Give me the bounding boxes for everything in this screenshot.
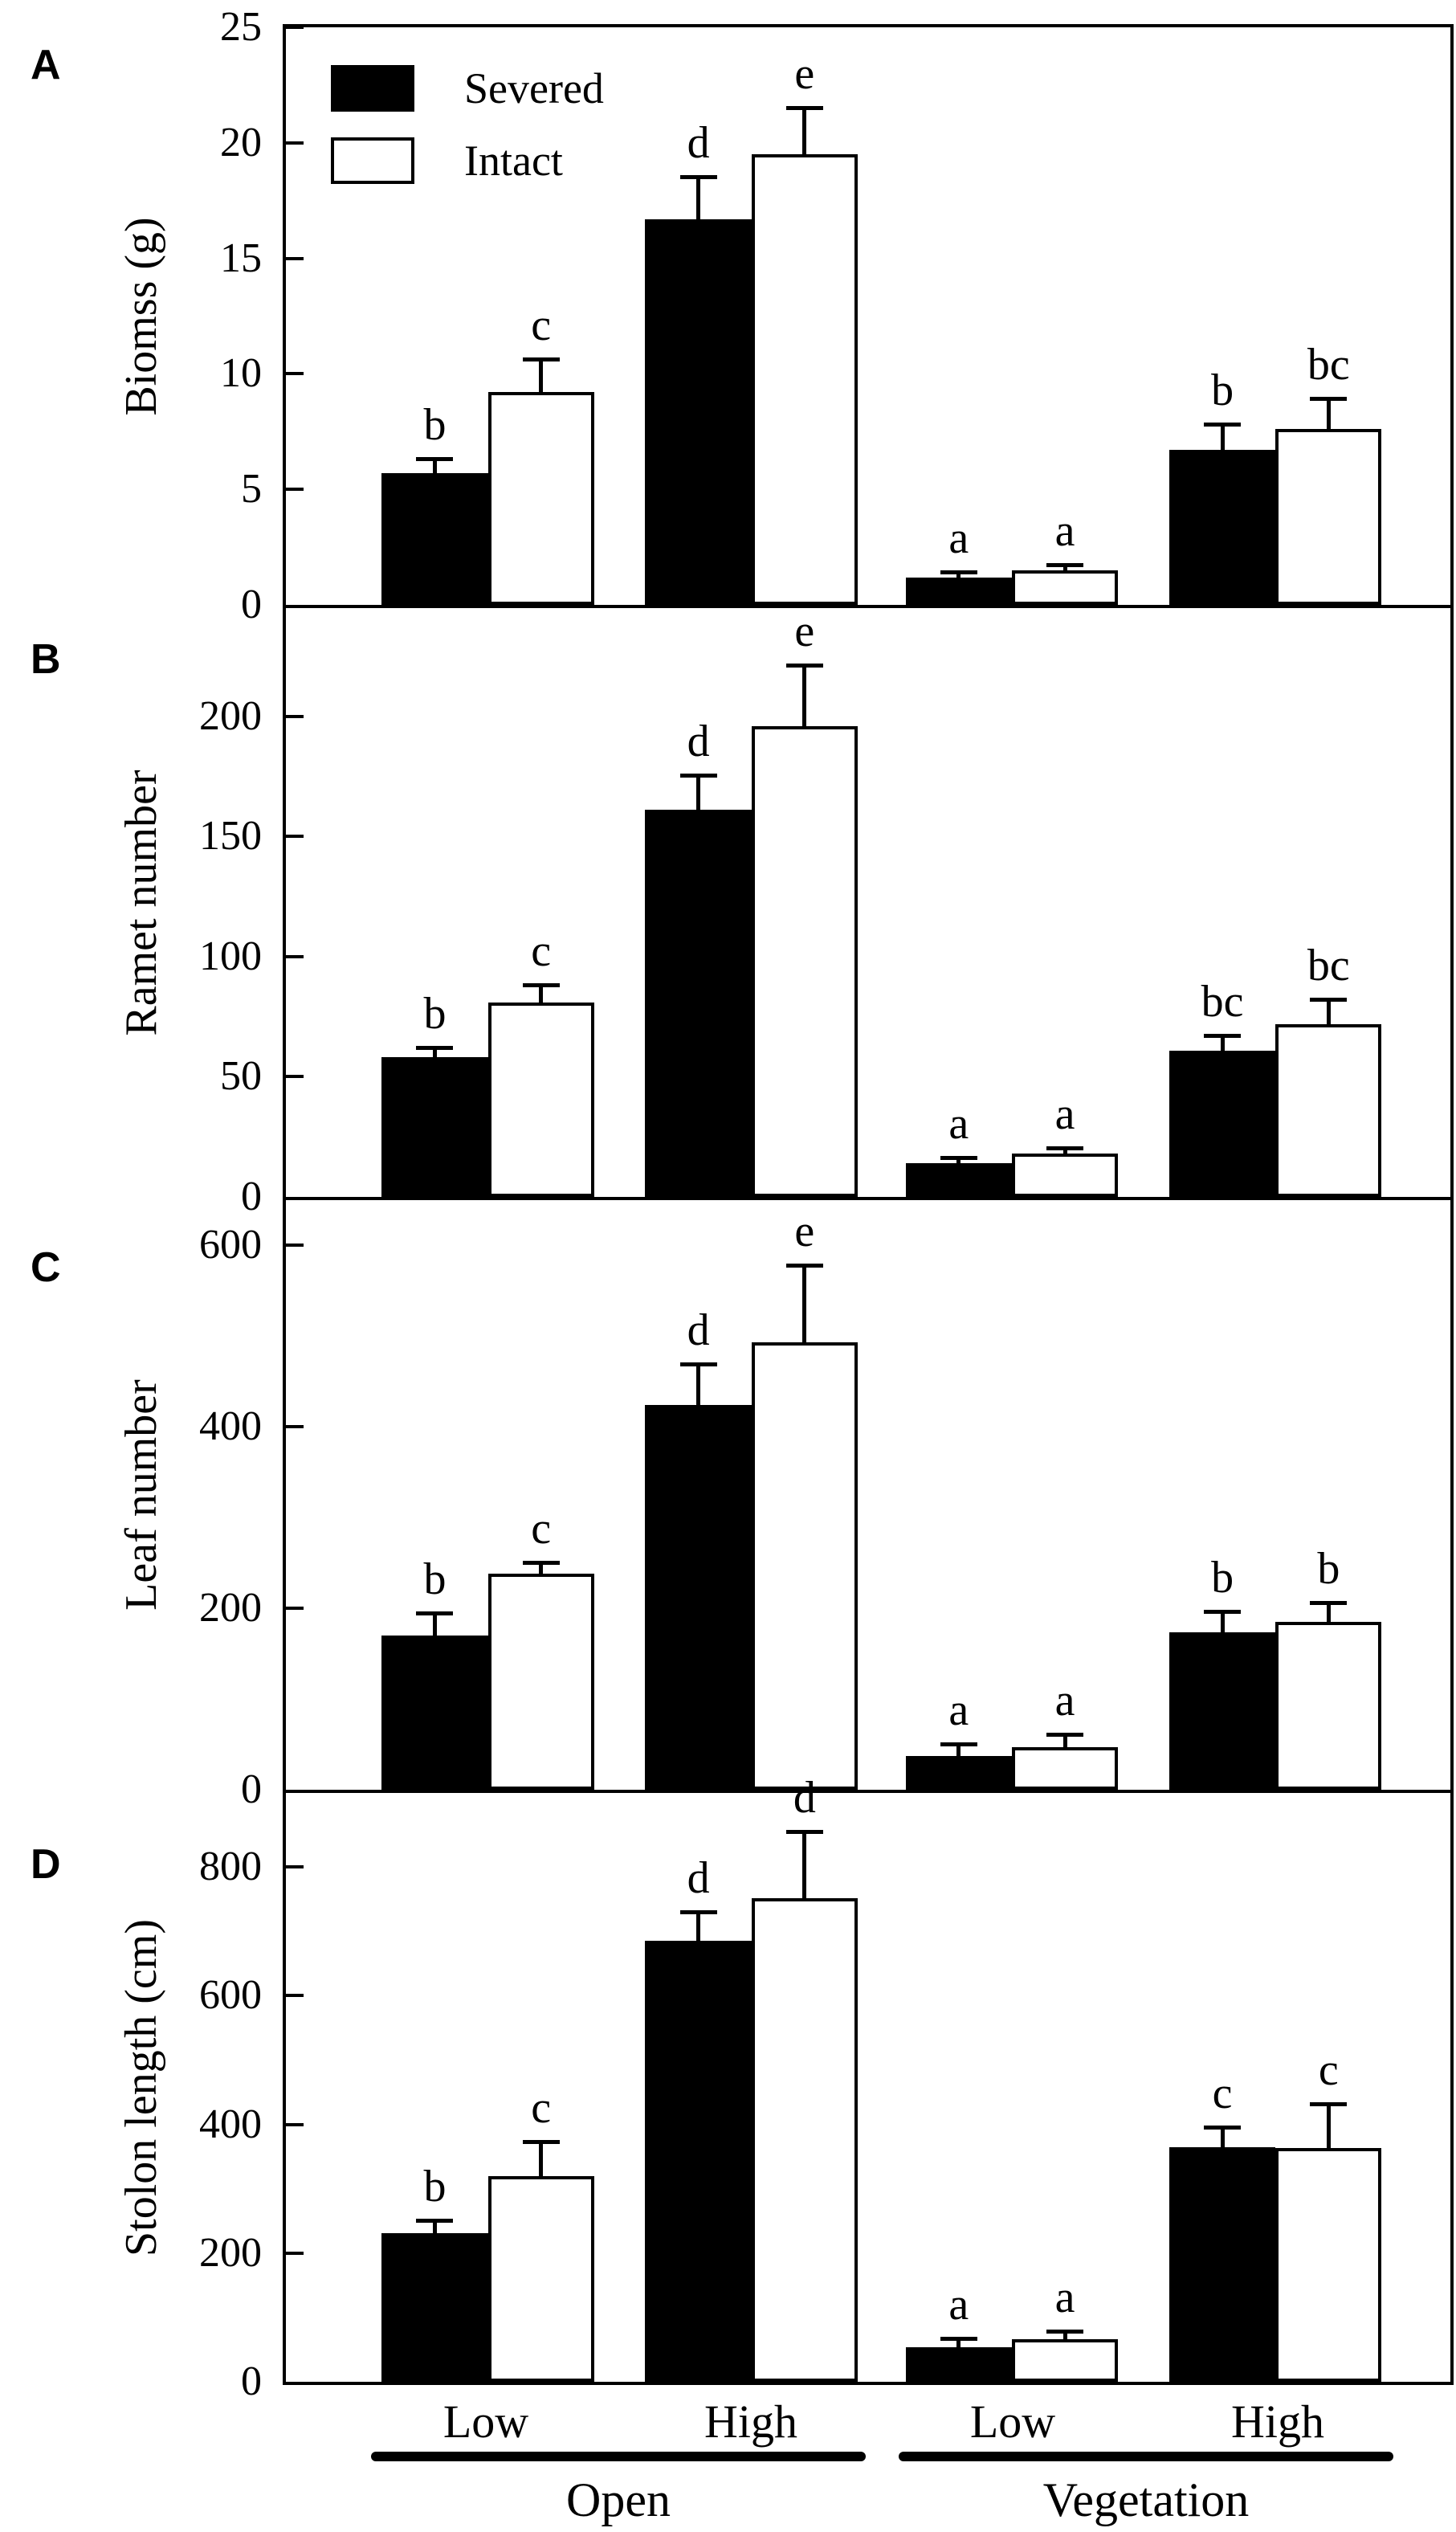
significance-letter: b [423,1554,447,1604]
y-tick-label: 800 [199,1844,262,1890]
significance-letter: bc [1307,340,1350,390]
bar-severed-vegetation-low [906,1756,1012,1790]
bar-intact-vegetation-high [1275,1024,1381,1197]
error-bar-cap [1046,563,1083,567]
bar-severed-vegetation-low [906,1163,1012,1197]
error-bar-stem [539,2140,543,2176]
bar-severed-vegetation-low [906,578,1012,606]
error-bar-cap [523,1561,560,1565]
bar-severed-vegetation-high [1169,1632,1275,1790]
significance-letter: a [1054,1675,1075,1725]
legend-swatch-intact [331,137,414,184]
y-tick-label: 0 [241,582,262,627]
bar-intact-vegetation-high [1275,1622,1381,1790]
error-bar-cap [1310,397,1347,401]
x-tick-label-vegetation-low: Low [969,2395,1056,2448]
legend-label-intact: Intact [464,137,563,185]
significance-letter: b [423,988,447,1039]
error-bar-cap [786,1264,823,1268]
significance-letter: a [948,1099,969,1150]
significance-letter: a [1054,2273,1075,2323]
y-tick-label: 200 [199,692,262,739]
significance-letter: e [794,48,815,99]
error-bar-stem [1221,423,1225,451]
error-bar-stem [696,1910,700,1941]
error-bar-cap [786,664,823,668]
bar-severed-open-high [645,1405,751,1790]
error-bar-cap [1310,1601,1347,1605]
error-bar-cap [523,983,560,987]
error-bar-cap [416,1611,453,1615]
error-bar-stem [696,1362,700,1405]
error-bar-cap [416,457,453,461]
y-tick [286,835,304,838]
group-label-open: Open [566,2473,671,2526]
error-bar-cap [786,106,823,110]
significance-letter: a [948,2279,969,2330]
error-bar-cap [416,2219,453,2223]
error-bar-cap [680,175,717,179]
panel-letter-d: D [31,1841,61,1888]
bar-intact-open-high [752,154,858,605]
y-axis-title-biomass: Biomss (g) [116,216,166,416]
y-tick-label: 200 [199,1585,262,1632]
group-underline-open [371,2452,866,2461]
y-tick [286,955,304,958]
y-tick-label: 150 [199,813,262,860]
error-bar-stem [802,1264,806,1342]
group-underline-vegetation [899,2452,1393,2461]
error-bar-cap [1046,1146,1083,1150]
significance-letter: a [1054,506,1075,557]
significance-letter: a [948,513,969,563]
x-tick-label-open-high: High [704,2395,797,2448]
significance-letter: c [531,300,552,351]
y-tick-label: 400 [199,2101,262,2147]
y-tick-label: 100 [199,933,262,979]
significance-letter: c [531,925,552,976]
error-bar-cap [940,570,977,574]
significance-letter: d [687,1305,710,1356]
significance-letter: b [1317,1544,1340,1595]
error-bar-cap [1046,2330,1083,2334]
significance-letter: c [531,2082,552,2133]
error-bar-stem [802,106,806,154]
bar-intact-open-high [752,726,858,1197]
panel-letter-b: B [31,636,61,683]
error-bar-cap [786,1830,823,1834]
significance-letter: b [423,2161,447,2211]
bar-intact-vegetation-low [1012,1154,1118,1197]
y-tick [286,1075,304,1078]
bar-severed-vegetation-high [1169,1051,1275,1198]
y-tick [286,372,304,375]
y-tick [286,2123,304,2126]
y-tick [286,715,304,718]
error-bar-stem [696,774,700,810]
y-tick [286,1244,304,1247]
bar-severed-open-low [381,473,487,605]
significance-letter: d [793,1773,816,1823]
error-bar-stem [539,357,543,392]
error-bar-cap [680,1362,717,1366]
significance-letter: c [531,1504,552,1554]
error-bar-stem [1327,2102,1331,2149]
error-bar-cap [1310,998,1347,1002]
error-bar-cap [940,1156,977,1160]
significance-letter: d [687,118,710,169]
y-tick-label: 20 [220,119,262,165]
error-bar-stem [696,175,700,219]
error-bar-cap [1046,1733,1083,1737]
y-tick [286,1607,304,1610]
bar-severed-open-low [381,2233,487,2382]
panel-ramet-number [116,605,1454,1219]
y-tick [286,141,304,145]
error-bar-cap [523,357,560,361]
error-bar-cap [1310,2102,1347,2106]
y-axis-title-ramet-number: Ramet number [116,769,166,1036]
error-bar-stem [802,664,806,726]
bar-intact-open-low [488,392,594,605]
panel-biomass [116,4,1454,627]
significance-letter: a [1054,1089,1075,1140]
bar-intact-open-low [488,2176,594,2382]
significance-letter: b [1211,1553,1234,1603]
panel-stolon-length [116,1773,1454,2404]
significance-letter: c [1318,2044,1339,2095]
bar-severed-open-high [645,219,751,605]
legend-swatch-severed [331,65,414,112]
y-tick [286,1425,304,1428]
bar-intact-vegetation-low [1012,2339,1118,2382]
y-tick-label: 25 [220,4,262,50]
error-bar-cap [940,2337,977,2341]
significance-letter: b [423,399,447,450]
legend-label-severed: Severed [464,64,604,112]
y-tick [286,488,304,491]
y-tick-label: 200 [199,2229,262,2276]
legend-item-severed [331,64,604,112]
error-bar-cap [523,2140,560,2144]
y-tick [286,257,304,260]
y-tick-label: 0 [241,1174,262,1219]
y-axis-title-leaf-number: Leaf number [116,1379,166,1611]
panel-letter-c: C [31,1244,61,1291]
error-bar-cap [1204,1034,1241,1038]
y-tick-label: 400 [199,1403,262,1450]
significance-letter: e [794,606,815,656]
legend-item-intact [331,137,604,185]
error-bar-cap [1204,2126,1241,2130]
bar-severed-vegetation-high [1169,450,1275,605]
y-tick [286,26,304,29]
bar-severed-open-high [645,810,751,1197]
significance-letter: b [1211,365,1234,415]
significance-letter: e [794,1207,815,1257]
bar-severed-open-high [645,1941,751,2382]
panel-leaf-number [116,1197,1454,1812]
bar-severed-vegetation-low [906,2347,1012,2382]
y-tick-label: 10 [220,350,262,397]
y-tick-label: 50 [220,1053,262,1100]
bar-intact-open-high [752,1898,858,2382]
significance-letter: d [687,717,710,767]
error-bar-cap [680,774,717,778]
error-bar-cap [940,1742,977,1746]
bar-severed-open-low [381,1636,487,1790]
bar-intact-vegetation-high [1275,429,1381,605]
significance-letter: d [687,1852,710,1903]
significance-letter: a [948,1685,969,1736]
bar-severed-open-low [381,1057,487,1197]
bar-intact-vegetation-high [1275,2148,1381,2382]
legend [331,64,604,209]
y-axis-title-stolon-length: Stolon length (cm) [116,1918,166,2256]
error-bar-cap [1204,1610,1241,1614]
y-tick-label: 5 [241,466,262,513]
significance-letter: bc [1201,976,1244,1027]
y-tick [286,1865,304,1868]
bar-severed-vegetation-high [1169,2147,1275,2382]
error-bar-stem [802,1830,806,1897]
y-tick-label: 0 [241,1766,262,1812]
y-tick-label: 0 [241,2358,262,2404]
x-tick-label-vegetation-high: High [1231,2395,1324,2448]
significance-letter: bc [1307,940,1350,990]
bar-intact-vegetation-low [1012,1747,1118,1790]
error-bar-cap [416,1046,453,1050]
significance-letter: c [1212,2068,1233,2119]
bar-intact-vegetation-low [1012,570,1118,605]
error-bar-cap [1204,423,1241,427]
y-tick-label: 600 [199,1972,262,2019]
y-tick-label: 15 [220,235,262,281]
error-bar-stem [1327,397,1331,429]
panel-letter-a: A [31,42,61,88]
group-label-vegetation: Vegetation [1042,2473,1250,2526]
x-tick-label-open-low: Low [443,2395,529,2448]
error-bar-cap [680,1910,717,1914]
bar-intact-open-low [488,1574,594,1790]
bar-intact-open-low [488,1003,594,1197]
y-tick [286,2252,304,2255]
bar-intact-open-high [752,1342,858,1790]
y-tick [286,1994,304,1997]
y-tick-label: 600 [199,1222,262,1268]
